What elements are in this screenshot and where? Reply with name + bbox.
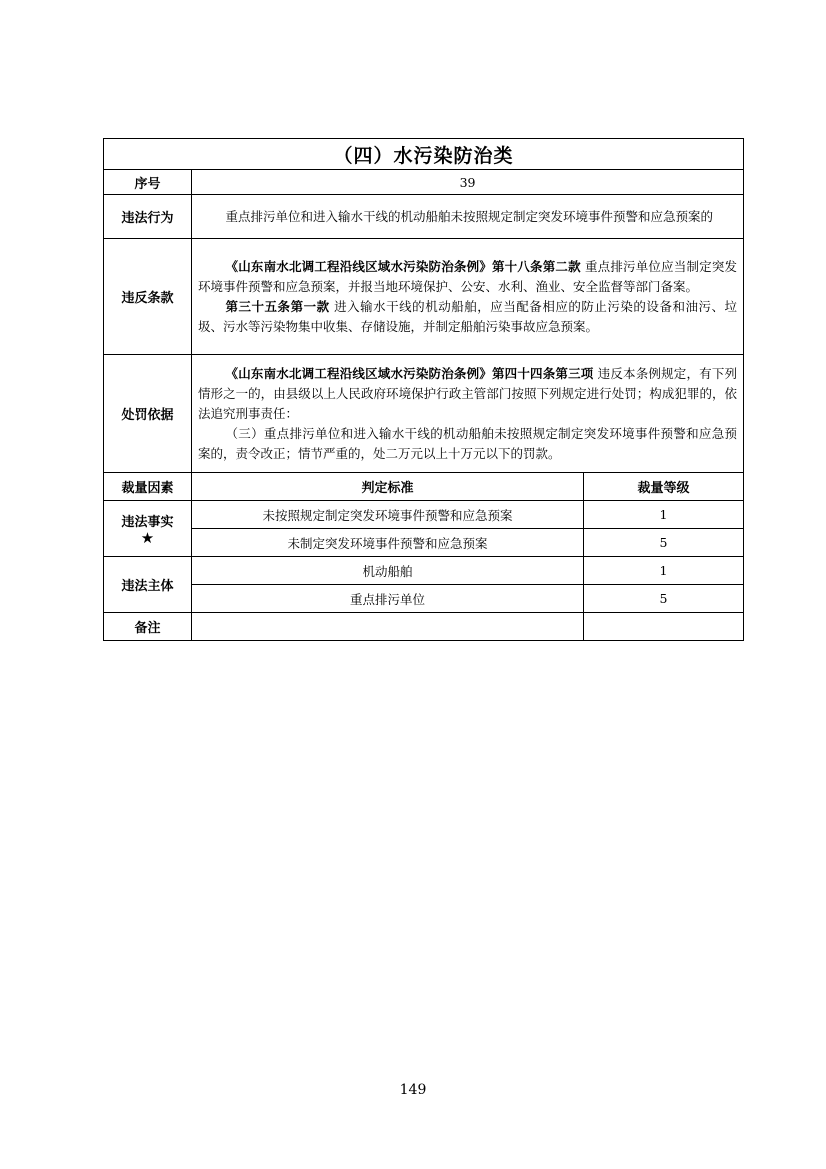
illegal-facts-level-1: 1 [584, 501, 744, 529]
table-row [104, 557, 744, 585]
penalty-basis-label: 处罚依据 [104, 355, 192, 473]
illegal-subject-standard-1: 机动船舶 [192, 557, 584, 585]
table-row [104, 501, 744, 529]
standard-header: 判定标准 [192, 473, 584, 501]
penalty-basis-text-1: 违反本条例规定，有下列情形之一的，由县级以上人民政府环境保护行政主管部门按照下列规定进行处罚；构成犯罪的，依法追究刑事责任： [198, 365, 738, 421]
serial-label: 序号 [104, 170, 192, 195]
illegal-subject-label: 违法主体 [104, 557, 192, 613]
table-title: （四）水污染防治类 [104, 139, 744, 170]
violated-provision-citation-1: 《山东南水北调工程沿线区域水污染防治条例》第十八条第二款 [225, 258, 581, 274]
violated-provision-label: 违反条款 [104, 239, 192, 355]
remarks-label: 备注 [104, 613, 192, 641]
violated-provision-paragraph-1 [198, 257, 737, 297]
violation-act-label: 违法行为 [104, 195, 192, 239]
penalty-basis-paragraph-1 [198, 364, 737, 424]
illegal-facts-label: 违法事实 [121, 515, 174, 530]
page-number: 149 [399, 1082, 427, 1098]
illegal-subject-level-1: 1 [584, 557, 744, 585]
illegal-subject-standard-2: 重点排污单位 [192, 585, 584, 613]
table-row [104, 585, 744, 613]
violation-act-text: 重点排污单位和进入输水干线的机动船舶未按照规定制定突发环境事件预警和应急预案的 [225, 208, 714, 224]
violated-provision-text-2: 进入输水干线的机动船舶，应当配备相应的防止污染的设备和油污、垃圾、污水等污染物集中收集、存储设施，并制定船舶污染事故应急预案。 [198, 298, 738, 334]
remarks-standard [192, 613, 584, 641]
violated-provision-cell [192, 239, 744, 355]
penalty-basis-paragraph-2: （三）重点排污单位和进入输水干线的机动船舶未按照规定制定突发环境事件预警和应急预案的，责令改正；情节严重的，处二万元以上十万元以下的罚款。 [198, 425, 738, 461]
violated-provision-citation-2: 第三十五条第一款 [225, 298, 330, 314]
violated-provision-text-1: 重点排污单位应当制定突发环境事件预警和应急预案，并报当地环境保护、公安、水利、渔业、安全监督等部门备案。 [198, 258, 738, 294]
illegal-subject-level-2: 5 [584, 585, 744, 613]
table-row [104, 529, 744, 557]
penalty-basis-cell [192, 355, 744, 473]
penalty-basis-citation: 《山东南水北调工程沿线区域水污染防治条例》第四十四条第三项 [225, 365, 594, 381]
illegal-facts-label-cell [104, 501, 192, 557]
violation-act-cell [192, 195, 744, 239]
factor-header: 裁量因素 [104, 473, 192, 501]
level-header: 裁量等级 [584, 473, 744, 501]
star-icon: ★ [140, 529, 155, 547]
violated-provision-paragraph-2 [198, 297, 737, 337]
remarks-level [584, 613, 744, 641]
illegal-facts-standard-2: 未制定突发环境事件预警和应急预案 [192, 529, 584, 557]
illegal-facts-level-2: 5 [584, 529, 744, 557]
illegal-facts-standard-1: 未按照规定制定突发环境事件预警和应急预案 [192, 501, 584, 529]
penalty-table [103, 138, 744, 641]
serial-value: 39 [192, 170, 744, 195]
